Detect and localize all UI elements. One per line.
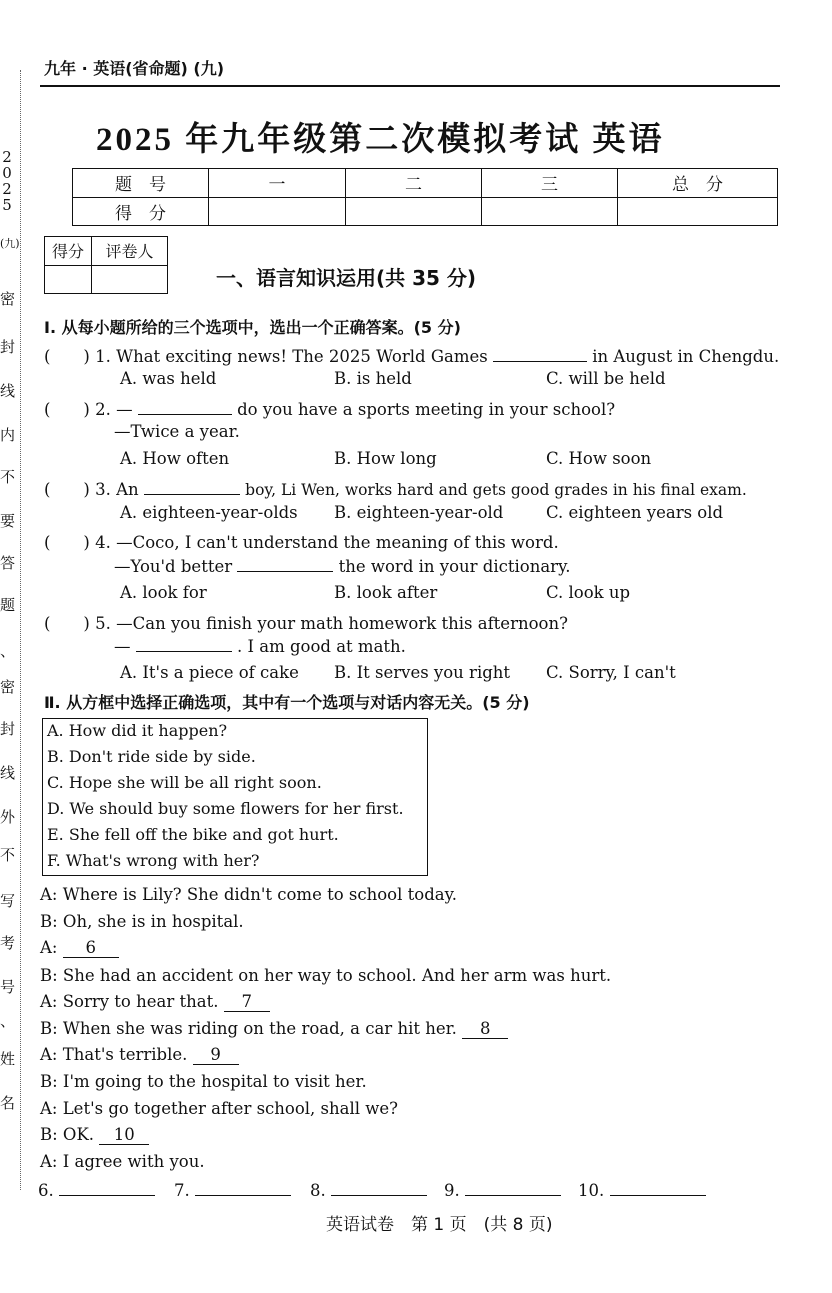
binding-char: 不 bbox=[0, 468, 16, 486]
answer-blank[interactable] bbox=[59, 1180, 155, 1196]
dialogue-blank: 7 bbox=[224, 992, 270, 1012]
answer-label: 9. bbox=[444, 1181, 460, 1200]
dialogue-text: B: Oh, she is in hospital. bbox=[40, 912, 244, 931]
binding-char: 线 bbox=[0, 382, 16, 400]
question-3 bbox=[44, 476, 747, 500]
question-stem: 5. —Can you finish your math homework this afternoon? bbox=[95, 614, 568, 633]
answer-label: 10. bbox=[578, 1181, 605, 1200]
answer-line-10 bbox=[578, 1180, 706, 1200]
question-stem: 4. —Coco, I can't understand the meaning of this word. bbox=[95, 533, 559, 552]
dialogue-text: B: When she was riding on the road, a car hit her. bbox=[40, 1019, 457, 1038]
exam-title: 2025 年九年级第二次模拟考试 英语 bbox=[96, 122, 665, 158]
question-stem: 1. What exciting news! The 2025 World Games bbox=[95, 347, 488, 366]
option-a: A. It's a piece of cake bbox=[120, 663, 299, 682]
dialogue-line bbox=[40, 1072, 367, 1091]
binding-char: 写 bbox=[0, 892, 16, 910]
answer-blank[interactable] bbox=[331, 1180, 427, 1196]
binding-char: 考 bbox=[0, 934, 16, 952]
option-a: A. was held bbox=[120, 369, 217, 388]
question-line2-end: . I am good at math. bbox=[237, 637, 406, 656]
answer-blank[interactable] bbox=[237, 556, 333, 572]
dialogue-text: B: I'm going to the hospital to visit her. bbox=[40, 1072, 367, 1091]
dialogue-text: A: Where is Lily? She didn't come to school today. bbox=[40, 885, 457, 904]
binding-char: 线 bbox=[0, 764, 16, 782]
option-c: C. eighteen years old bbox=[546, 503, 724, 522]
grader-score-cell[interactable] bbox=[45, 265, 92, 294]
score-table-cell: 三 bbox=[482, 169, 618, 198]
answer-blank[interactable] bbox=[465, 1180, 561, 1196]
binding-char: 密 bbox=[0, 678, 16, 696]
score-table-cell: 题 号 bbox=[73, 169, 209, 198]
question-line2-start: —You'd better bbox=[114, 557, 233, 576]
binding-char: 2 bbox=[2, 148, 12, 166]
binding-char: 要 bbox=[0, 512, 16, 530]
binding-char: 2 bbox=[2, 180, 12, 198]
option-b: B. It serves you right bbox=[334, 663, 511, 682]
binding-char: 题 bbox=[0, 596, 16, 614]
option-c: C. How soon bbox=[546, 449, 652, 468]
score-table-header-row bbox=[73, 169, 778, 198]
question-line2: —Twice a year. bbox=[114, 422, 240, 441]
answer-blank[interactable] bbox=[195, 1180, 291, 1196]
score-table bbox=[72, 168, 778, 226]
question-stem: 2. — bbox=[95, 400, 133, 419]
dialogue-text: B: OK. bbox=[40, 1125, 95, 1144]
dialogue-line bbox=[40, 1045, 239, 1065]
question-line2 bbox=[114, 556, 570, 576]
dialogue-line bbox=[40, 992, 270, 1012]
answer-paren: ( ) bbox=[44, 480, 90, 499]
question-line2-end: the word in your dictionary. bbox=[338, 557, 571, 576]
binding-char: 、 bbox=[0, 1012, 16, 1030]
score-table-cell: 二 bbox=[346, 169, 482, 198]
answer-line-7 bbox=[174, 1180, 291, 1200]
score-table-cell: 总 分 bbox=[618, 169, 778, 198]
answer-label: 6. bbox=[38, 1181, 54, 1200]
option-a: A. look for bbox=[120, 583, 207, 602]
dialogue-blank: 9 bbox=[193, 1045, 239, 1065]
question-line2-start: — bbox=[114, 637, 131, 656]
answer-line-6 bbox=[38, 1180, 155, 1200]
answer-paren: ( ) bbox=[44, 400, 90, 419]
answer-paren: ( ) bbox=[44, 614, 90, 633]
dialogue-line bbox=[40, 885, 457, 904]
option-b: B. How long bbox=[334, 449, 437, 468]
score-table-score-row bbox=[73, 197, 778, 226]
binding-char: 0 bbox=[2, 164, 12, 182]
binding-char: 、 bbox=[0, 642, 16, 660]
binding-char: 名 bbox=[0, 1094, 16, 1112]
grader-box bbox=[44, 236, 168, 294]
option-a: A. eighteen-year-olds bbox=[120, 503, 298, 522]
dialogue-blank: 6 bbox=[63, 938, 119, 958]
dialogue-line bbox=[40, 1125, 149, 1145]
box-option-d: D. We should buy some flowers for her first. bbox=[47, 799, 404, 818]
grader-score-label: 得分 bbox=[45, 237, 92, 266]
grader-name-cell[interactable] bbox=[92, 265, 168, 294]
dialogue-text: A: bbox=[40, 938, 58, 957]
box-option-a: A. How did it happen? bbox=[47, 721, 228, 740]
binding-char: 封 bbox=[0, 720, 16, 738]
question-2 bbox=[44, 396, 615, 420]
dialogue-line bbox=[40, 966, 611, 985]
dialogue-text: A: I agree with you. bbox=[40, 1152, 205, 1171]
dialogue-line bbox=[40, 912, 244, 931]
option-b: B. is held bbox=[334, 369, 412, 388]
question-5 bbox=[44, 610, 568, 634]
binding-char: 姓 bbox=[0, 1050, 16, 1068]
score-cell-1[interactable] bbox=[209, 197, 346, 226]
binding-char: 不 bbox=[0, 846, 16, 864]
box-option-c: C. Hope she will be all right soon. bbox=[47, 773, 322, 792]
question-stem: 3. An bbox=[95, 480, 139, 499]
question-stem-end: in August in Chengdu. bbox=[592, 347, 780, 366]
box-option-f: F. What's wrong with her? bbox=[47, 851, 260, 870]
question-4 bbox=[44, 529, 559, 553]
question-stem-end: boy, Li Wen, works hard and gets good grades in his final exam. bbox=[245, 481, 747, 499]
option-a: A. How often bbox=[120, 449, 230, 468]
answer-blank[interactable] bbox=[610, 1180, 706, 1196]
option-c: C. will be held bbox=[546, 369, 666, 388]
binding-char: 内 bbox=[0, 426, 16, 444]
page-footer: 英语试卷 第 1 页 (共 8 页) bbox=[326, 1215, 553, 1235]
binding-dotted-line bbox=[20, 70, 21, 1190]
dialogue-text: A: That's terrible. bbox=[40, 1045, 188, 1064]
binding-char: 5 bbox=[2, 196, 12, 214]
score-table-cell: 一 bbox=[209, 169, 346, 198]
box-option-e: E. She fell off the bike and got hurt. bbox=[47, 825, 339, 844]
option-c: C. Sorry, I can't bbox=[546, 663, 676, 682]
dialogue-text: B: She had an accident on her way to school. And her arm was hurt. bbox=[40, 966, 612, 985]
score-cell-total[interactable] bbox=[618, 197, 778, 226]
dialogue-line bbox=[40, 938, 119, 958]
answer-label: 8. bbox=[310, 1181, 326, 1200]
options-box bbox=[42, 718, 428, 876]
answer-paren: ( ) bbox=[44, 347, 90, 366]
question-stem-end: do you have a sports meeting in your school? bbox=[237, 400, 616, 419]
dialogue-line bbox=[40, 1099, 398, 1118]
dialogue-line bbox=[40, 1019, 508, 1039]
section-title: 一、语言知识运用(共 35 分) bbox=[216, 266, 477, 290]
answer-paren: ( ) bbox=[44, 533, 90, 552]
question-line2 bbox=[114, 636, 406, 656]
binding-char: 号 bbox=[0, 978, 16, 996]
binding-char: 答 bbox=[0, 554, 16, 572]
answer-blank[interactable] bbox=[144, 479, 240, 495]
dialogue-text: A: Let's go together after school, shall we? bbox=[40, 1099, 399, 1118]
dialogue-blank: 8 bbox=[462, 1019, 508, 1039]
option-c: C. look up bbox=[546, 583, 631, 602]
question-1 bbox=[44, 343, 779, 367]
answer-line-9 bbox=[444, 1180, 561, 1200]
option-b: B. look after bbox=[334, 583, 438, 602]
dialogue-line bbox=[40, 1152, 205, 1171]
option-b: B. eighteen-year-old bbox=[334, 503, 504, 522]
header-label: 九年 · 英语(省命题) (九) bbox=[44, 59, 225, 78]
answer-blank[interactable] bbox=[493, 346, 587, 362]
score-cell-3[interactable] bbox=[482, 197, 618, 226]
answer-line-8 bbox=[310, 1180, 427, 1200]
binding-char: 密 bbox=[0, 290, 16, 308]
part2-title: Ⅱ. 从方框中选择正确选项，其中有一个选项与对话内容无关。(5 分) bbox=[44, 693, 530, 712]
header-rule bbox=[40, 85, 780, 87]
grader-name-label: 评卷人 bbox=[92, 237, 168, 266]
score-cell-2[interactable] bbox=[346, 197, 482, 226]
binding-strip bbox=[0, 0, 18, 1293]
score-table-row-label: 得 分 bbox=[73, 197, 209, 226]
binding-char: (九) bbox=[0, 237, 20, 250]
answer-blank[interactable] bbox=[138, 399, 232, 415]
binding-char: 外 bbox=[0, 808, 16, 826]
binding-char: 封 bbox=[0, 338, 16, 356]
part1-title: Ⅰ. 从每小题所给的三个选项中，选出一个正确答案。(5 分) bbox=[44, 318, 461, 337]
box-option-b: B. Don't ride side by side. bbox=[47, 747, 256, 766]
answer-blank[interactable] bbox=[136, 636, 232, 652]
answer-label: 7. bbox=[174, 1181, 190, 1200]
dialogue-text: A: Sorry to hear that. bbox=[40, 992, 219, 1011]
dialogue-blank: 10 bbox=[99, 1125, 149, 1145]
